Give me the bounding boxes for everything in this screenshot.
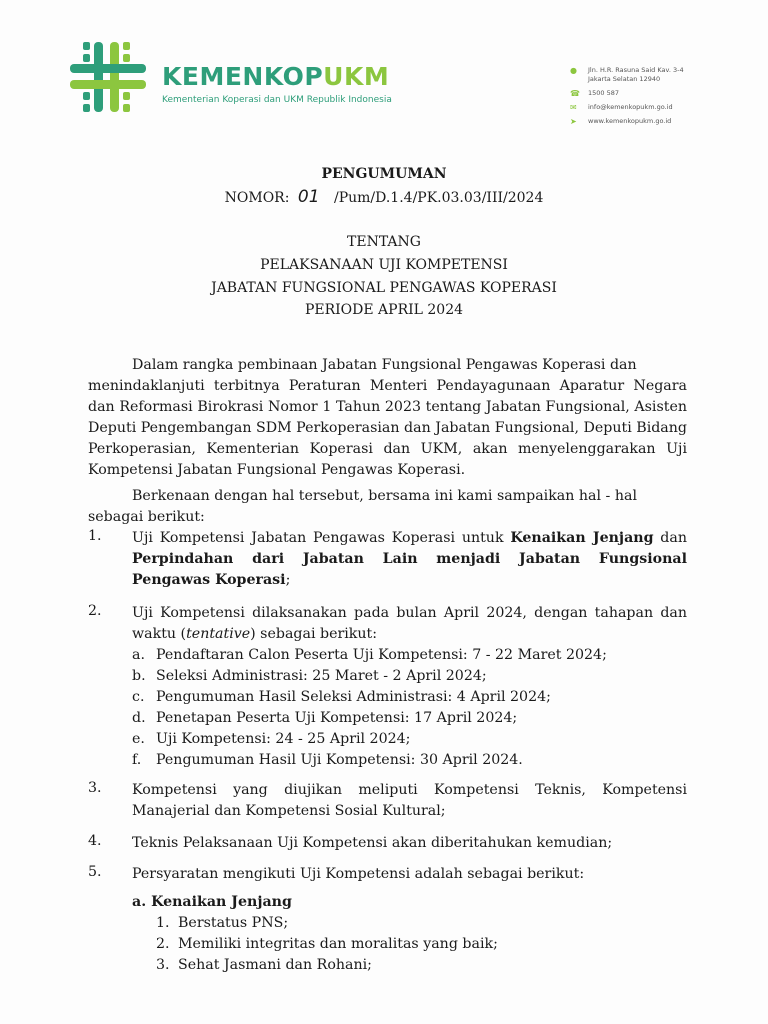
subject-line-3: PERIODE APRIL 2024 bbox=[304, 302, 464, 318]
tentang-label: TENTANG bbox=[347, 234, 421, 250]
intro-paragraph-2-first: Berkenaan dengan hal tersebut, bersama ini kami sampaikan hal - hal bbox=[132, 488, 637, 504]
schedule-item: e. Uji Kompetensi: 24 - 25 April 2024; bbox=[132, 731, 411, 747]
list-item-1: Uji Kompetensi Jabatan Pengawas Koperasi untuk Kenaikan Jenjang dan Perpindahan dari Jabatan Lain menjadi Jabatan Fungsional Pengawas Koperasi; bbox=[132, 530, 687, 588]
intro-paragraph-2-rest: sebagai berikut: bbox=[88, 509, 205, 525]
requirement-item: 1. Berstatus PNS; bbox=[156, 915, 289, 931]
location-icon: ● bbox=[570, 66, 577, 75]
contact-block bbox=[570, 66, 684, 131]
list-item-5: Persyaratan mengikuti Uji Kompetensi adalah sebagai berikut: bbox=[132, 866, 585, 882]
intro-paragraph-1: menindaklanjuti terbitnya Peraturan Menteri Pendayagunaan Aparatur Negara dan Reformasi Birokrasi Nomor 1 Tahun 2023 tentang Jabatan Fungsional, Asisten Deputi Pengembangan SDM Perkoperasian dan Jabatan Fungsional, Deputi Bidang Perkoperasian, Kementerian Koperasi dan UKM, akan menyelenggarakan Uji Kompetensi Jabatan Fungsional Pengawas Koperasi. bbox=[88, 378, 687, 478]
announcement-title: PENGUMUMAN bbox=[321, 166, 447, 182]
schedule-item: b. Seleksi Administrasi: 25 Maret - 2 April 2024; bbox=[132, 668, 487, 684]
intro-paragraph-1-first: Dalam rangka pembinaan Jabatan Fungsional Pengawas Koperasi dan bbox=[132, 357, 637, 373]
requirement-item: 3. Sehat Jasmani dan Rohani; bbox=[156, 957, 372, 973]
requirement-item: 2. Memiliki integritas dan moralitas yang baik; bbox=[156, 936, 498, 952]
contact-phone: ☎ 1500 587 bbox=[570, 89, 620, 98]
web-icon: ➤ bbox=[570, 117, 577, 126]
schedule-item: f. Pengumuman Hasil Uji Kompetensi: 30 April 2024. bbox=[132, 752, 523, 768]
contact-address: ● Jln. H.R. Rasuna Said Kav. 3-4 Jakarta Selatan 12940 bbox=[570, 66, 684, 83]
subject-line-2: JABATAN FUNGSIONAL PENGAWAS KOPERASI bbox=[211, 280, 557, 296]
contact-email: ✉ info@kemenkopukm.go.id bbox=[570, 103, 673, 112]
schedule-item: d. Penetapan Peserta Uji Kompetensi: 17 April 2024; bbox=[132, 710, 518, 726]
list-item-3: Kompetensi yang diujikan meliputi Kompetensi Teknis, Kompetensi Manajerial dan Kompetensi Sosial Kultural; bbox=[132, 782, 687, 819]
subject-line-1: PELAKSANAAN UJI KOMPETENSI bbox=[260, 257, 508, 273]
schedule-item: c. Pengumuman Hasil Seleksi Administrasi: 4 April 2024; bbox=[132, 689, 551, 705]
item-number: 5. bbox=[88, 864, 102, 880]
schedule-item: a. Pendaftaran Calon Peserta Uji Kompetensi: 7 - 22 Maret 2024; bbox=[132, 647, 607, 663]
email-icon: ✉ bbox=[570, 103, 577, 112]
list-item-4: Teknis Pelaksanaan Uji Kompetensi akan diberitahukan kemudian; bbox=[132, 835, 613, 851]
item-number: 3. bbox=[88, 780, 102, 796]
list-item-2: Uji Kompetensi dilaksanakan pada bulan April 2024, dengan tahapan dan waktu (tentative) sebagai berikut: bbox=[132, 605, 687, 642]
phone-icon: ☎ bbox=[570, 89, 580, 98]
brand-name: KEMENKOPUKM bbox=[162, 62, 390, 91]
requirements-heading: a. Kenaikan Jenjang bbox=[132, 894, 292, 910]
brand-subtitle: Kementerian Koperasi dan UKM Republik Indonesia bbox=[162, 95, 392, 105]
item-number: 4. bbox=[88, 833, 102, 849]
item-number: 1. bbox=[88, 528, 102, 544]
handwritten-number: 01 bbox=[297, 187, 320, 207]
contact-web: ➤ www.kemenkopukm.go.id bbox=[570, 117, 672, 126]
item-number: 2. bbox=[88, 603, 102, 619]
announcement-number: NOMOR: 01 /Pum/D.1.4/PK.03.03/III/2024 bbox=[224, 187, 544, 207]
kemenkopukm-logo bbox=[70, 40, 150, 116]
